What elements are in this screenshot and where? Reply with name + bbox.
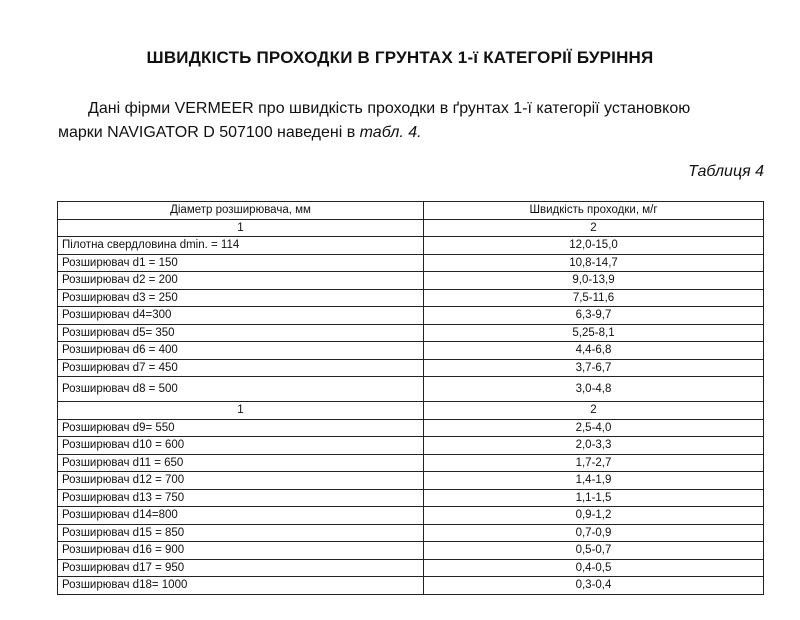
speed-cell: 9,0-13,9 (424, 272, 764, 290)
diameter-cell: Розширювач d17 = 950 (58, 559, 424, 577)
speed-cell: 7,5-11,6 (424, 289, 764, 307)
diameter-cell: Розширювач d3 = 250 (58, 289, 424, 307)
table-row (58, 437, 764, 455)
table-row (58, 472, 764, 490)
table-row (58, 542, 764, 560)
table-row (58, 307, 764, 325)
speed-cell: 0,7-0,9 (424, 524, 764, 542)
diameter-cell: Розширювач d6 = 400 (58, 342, 424, 360)
diameter-cell: Розширювач d10 = 600 (58, 437, 424, 455)
table-row (58, 454, 764, 472)
speed-cell: 0,5-0,7 (424, 542, 764, 560)
speed-cell: 1,7-2,7 (424, 454, 764, 472)
diameter-cell: Розширювач d2 = 200 (58, 272, 424, 290)
document-title: ШВИДКІСТЬ ПРОХОДКИ В ГРУНТАХ 1-ї КАТЕГОРІЇ БУРІННЯ (146, 48, 654, 67)
diameter-cell: Розширювач d18= 1000 (58, 577, 424, 595)
speed-cell: 1,4-1,9 (424, 472, 764, 490)
diameter-cell: Розширювач d16 = 900 (58, 542, 424, 560)
intro-line-2 (58, 121, 768, 145)
table-row (58, 237, 764, 255)
diameter-cell: Розширювач d15 = 850 (58, 524, 424, 542)
speed-cell: 4,4-6,8 (424, 342, 764, 360)
table-row (58, 324, 764, 342)
intro-line-2-text: марки NAVIGATOR D 507100 наведені в (58, 124, 360, 141)
diameter-cell: Розширювач d11 = 650 (58, 454, 424, 472)
speed-cell: 0,9-1,2 (424, 507, 764, 525)
speed-cell: 6,3-9,7 (424, 307, 764, 325)
speed-cell: 12,0-15,0 (424, 237, 764, 255)
speed-cell: 3,7-6,7 (424, 359, 764, 377)
table-row (58, 507, 764, 525)
diameter-cell: Пілотна свердловина dmin. = 114 (58, 237, 424, 255)
diameter-cell: Розширювач d14=800 (58, 507, 424, 525)
table-reference: табл. 4. (359, 124, 422, 141)
table-row (58, 419, 764, 437)
table-row (58, 559, 764, 577)
header-speed: Швидкість проходки, м/г (424, 202, 764, 220)
table-row (58, 272, 764, 290)
diameter-cell: Розширювач d7 = 450 (58, 359, 424, 377)
drilling-speed-table (57, 201, 764, 595)
diameter-cell: Розширювач d4=300 (58, 307, 424, 325)
speed-cell: 5,25-8,1 (424, 324, 764, 342)
column-number-row-repeat (58, 402, 764, 420)
column-number-2: 2 (424, 219, 764, 237)
table-row (58, 289, 764, 307)
intro-line-1: Дані фірми VERMEER про швидкість проходки в ґрунтах 1-ї категорії установкою (88, 100, 691, 117)
speed-cell: 1,1-1,5 (424, 489, 764, 507)
table-row (58, 524, 764, 542)
intro-paragraph (58, 97, 768, 145)
table-row (58, 342, 764, 360)
table-row (58, 359, 764, 377)
column-number-row (58, 219, 764, 237)
speed-cell: 2,0-3,3 (424, 437, 764, 455)
table-row (58, 377, 764, 402)
diameter-cell: Розширювач d12 = 700 (58, 472, 424, 490)
speed-cell: 2,5-4,0 (424, 419, 764, 437)
diameter-cell: Розширювач d1 = 150 (58, 254, 424, 272)
table-caption: Таблиця 4 (688, 163, 764, 180)
table-row (58, 254, 764, 272)
header-diameter: Діаметр розширювача, мм (58, 202, 424, 220)
diameter-cell: Розширювач d5= 350 (58, 324, 424, 342)
diameter-cell: Розширювач d9= 550 (58, 419, 424, 437)
table-row (58, 577, 764, 595)
speed-cell: 10,8-14,7 (424, 254, 764, 272)
column-number-2: 2 (424, 402, 764, 420)
table-row (58, 489, 764, 507)
column-number-1: 1 (58, 402, 424, 420)
speed-cell: 3,0-4,8 (424, 377, 764, 402)
speed-cell: 0,3-0,4 (424, 577, 764, 595)
diameter-cell: Розширювач d13 = 750 (58, 489, 424, 507)
diameter-cell: Розширювач d8 = 500 (58, 377, 424, 402)
speed-cell: 0,4-0,5 (424, 559, 764, 577)
table-header-row (58, 202, 764, 220)
column-number-1: 1 (58, 219, 424, 237)
